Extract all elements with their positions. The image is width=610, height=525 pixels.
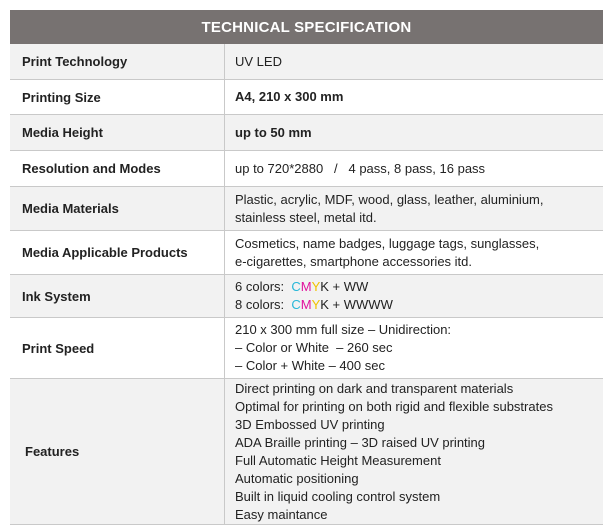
ink-prefix: 6 colors:: [235, 279, 292, 294]
spec-value-line: up to 50 mm: [235, 124, 312, 140]
spec-value: [225, 115, 603, 150]
spec-value: [225, 231, 603, 274]
spec-value: [225, 379, 603, 524]
spec-row-features: [10, 379, 603, 525]
table-title: TECHNICAL SPECIFICATION: [10, 10, 603, 44]
spec-row-media-materials: [10, 187, 603, 231]
ink-yellow: Y: [311, 279, 321, 294]
spec-value-line: – Color + White – 400 sec: [235, 358, 385, 373]
ink-cyan: C: [291, 279, 301, 294]
spec-row-resolution: [10, 151, 603, 187]
spec-label: Printing Size: [10, 80, 225, 114]
ink-black: K: [320, 297, 329, 312]
spec-label: Print Technology: [10, 44, 225, 79]
feature-item: Automatic positioning: [235, 470, 359, 486]
ink-line-6-colors: [235, 278, 603, 296]
feature-item: Full Automatic Height Measurement: [235, 452, 441, 468]
spec-row-media-height: [10, 115, 603, 151]
spec-value-line: A4, 210 x 300 mm: [235, 89, 344, 104]
spec-label: Media Height: [10, 115, 225, 150]
spec-value-line: – Color or White – 260 sec: [235, 340, 393, 355]
spec-value-line: Cosmetics, name badges, luggage tags, sunglasses,: [235, 235, 540, 251]
feature-item: 3D Embossed UV printing: [235, 416, 385, 432]
spec-table: [10, 10, 603, 525]
spec-value: [225, 80, 603, 114]
spec-value: [225, 318, 603, 378]
ink-line-8-colors: [235, 296, 603, 314]
spec-row-applicable-products: [10, 231, 603, 275]
ink-yellow: Y: [311, 297, 321, 312]
ink-cyan: C: [291, 297, 301, 312]
spec-value-line: UV LED: [235, 53, 282, 69]
spec-label: Media Materials: [10, 187, 225, 230]
spec-label: Resolution and Modes: [10, 151, 225, 186]
feature-item: Direct printing on dark and transparent materials: [235, 380, 514, 396]
ink-prefix: 8 colors:: [235, 297, 292, 312]
spec-value-line: e-cigarettes, smartphone accessories itd.: [235, 253, 472, 269]
spec-value-line: stainless steel, metal itd.: [235, 209, 377, 225]
feature-item: ADA Braille printing – 3D raised UV printing: [235, 434, 486, 450]
feature-item: Optimal for printing on both rigid and flexible substrates: [235, 398, 553, 414]
spec-value: [225, 275, 603, 317]
spec-value-line: 210 x 300 mm full size – Unidirection:: [235, 322, 452, 337]
spec-row-ink-system: [10, 275, 603, 318]
ink-magenta: M: [300, 297, 312, 312]
spec-row-printing-size: [10, 80, 603, 115]
spec-label: Features: [10, 379, 225, 524]
spec-label: Media Applicable Products: [10, 231, 225, 274]
spec-value-line: Plastic, acrylic, MDF, wood, glass, leather, aluminium,: [235, 191, 544, 207]
ink-suffix: + WW: [328, 279, 369, 294]
spec-label: Print Speed: [10, 318, 225, 378]
ink-black: K: [320, 279, 329, 294]
spec-value: [225, 44, 603, 79]
spec-value-line: up to 720*2880 / 4 pass, 8 pass, 16 pass: [235, 160, 486, 176]
spec-row-print-technology: [10, 44, 603, 80]
ink-magenta: M: [300, 279, 312, 294]
spec-rows: [10, 44, 603, 525]
spec-value: [225, 187, 603, 230]
spec-row-print-speed: [10, 318, 603, 379]
spec-label: Ink System: [10, 275, 225, 317]
feature-item: Easy maintance: [235, 506, 328, 522]
spec-value: [225, 151, 603, 186]
ink-suffix: + WWWW: [328, 297, 393, 312]
feature-item: Built in liquid cooling control system: [235, 488, 441, 504]
